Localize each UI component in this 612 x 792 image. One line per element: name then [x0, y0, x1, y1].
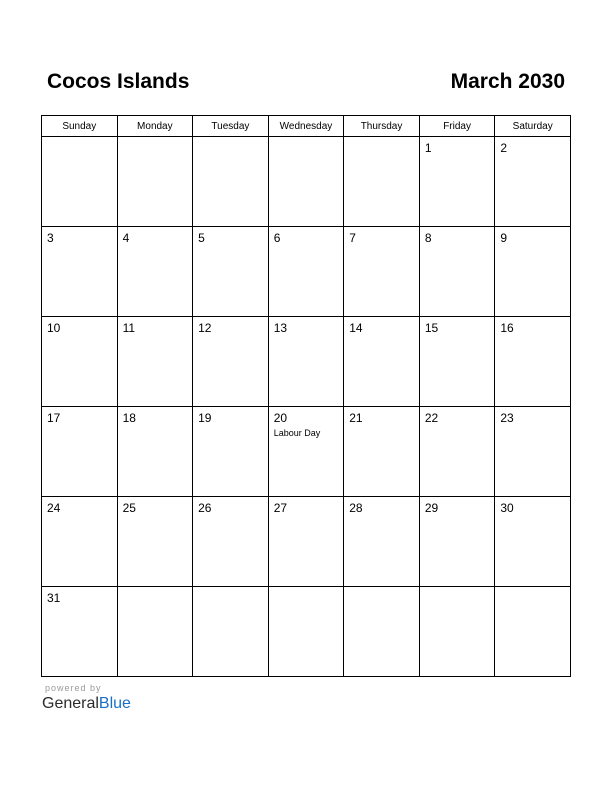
powered-by-text: powered by: [45, 683, 102, 693]
day-cell: [344, 227, 420, 317]
day-cell: [42, 497, 118, 587]
day-number: 8: [424, 231, 432, 245]
day-cell: [193, 317, 269, 407]
day-number: 10: [47, 321, 61, 335]
day-number: 15: [424, 321, 439, 335]
day-cell: [419, 137, 495, 227]
day-number: 26: [198, 501, 212, 515]
day-cell: [42, 227, 118, 317]
day-number: [193, 587, 268, 591]
day-cell: [117, 587, 193, 677]
day-number: 7: [349, 231, 356, 245]
weekday-header: Friday: [419, 116, 495, 137]
day-cell: [117, 497, 193, 587]
day-number: 20: [273, 411, 288, 425]
day-cell: [495, 227, 571, 317]
week-row: [42, 317, 571, 407]
day-cell: [193, 137, 269, 227]
day-cell: [42, 137, 118, 227]
day-number: 21: [349, 411, 363, 425]
day-cell: [344, 587, 420, 677]
day-cell: [419, 587, 495, 677]
day-number: 22: [424, 411, 439, 425]
day-number: 9: [500, 231, 508, 245]
day-cell: [495, 317, 571, 407]
weekday-header: Saturday: [495, 116, 571, 137]
week-row: [42, 497, 571, 587]
day-number: [344, 587, 419, 591]
day-number: 5: [198, 231, 205, 245]
weekday-header: Sunday: [42, 116, 118, 137]
day-number: [269, 137, 344, 141]
weekday-header: Thursday: [344, 116, 420, 137]
day-cell: [117, 407, 193, 497]
day-number: 3: [47, 231, 54, 245]
day-number: 25: [122, 501, 136, 515]
day-number: 28: [349, 501, 363, 515]
day-cell: [268, 227, 344, 317]
day-cell: [117, 227, 193, 317]
day-number: 31: [47, 591, 61, 605]
day-number: [42, 137, 117, 141]
weekday-header: Monday: [117, 116, 193, 137]
day-cell: [117, 137, 193, 227]
brand-general-text: General: [42, 695, 99, 712]
day-number: [118, 137, 193, 141]
day-number: 18: [122, 411, 136, 425]
holiday-label: Labour Day: [273, 428, 321, 438]
day-number: 30: [500, 501, 514, 515]
week-row: [42, 137, 571, 227]
day-cell: [344, 407, 420, 497]
day-cell: [268, 317, 344, 407]
day-number: [118, 587, 193, 591]
day-cell: [419, 407, 495, 497]
day-cell: [193, 497, 269, 587]
footer-branding: [42, 683, 131, 713]
day-cell: [268, 137, 344, 227]
day-cell: [344, 317, 420, 407]
day-cell: [344, 137, 420, 227]
day-number: 19: [198, 411, 212, 425]
day-cell: [42, 317, 118, 407]
country-title: Cocos Islands: [47, 70, 190, 93]
day-number: 2: [500, 141, 508, 155]
day-number: 11: [122, 321, 136, 335]
day-cell: [193, 407, 269, 497]
day-cell: [495, 497, 571, 587]
day-number: 14: [349, 321, 363, 335]
day-cell: [495, 137, 571, 227]
day-cell: [117, 317, 193, 407]
week-row: [42, 407, 571, 497]
day-cell: [495, 587, 571, 677]
week-row: [42, 227, 571, 317]
day-number: 4: [122, 231, 130, 245]
day-cell: [495, 407, 571, 497]
brand-blue-text: Blue: [98, 695, 131, 712]
day-number: [193, 137, 268, 141]
brand-logo[interactable]: [42, 695, 131, 713]
day-number: 23: [500, 411, 514, 425]
day-cell: [42, 407, 118, 497]
day-cell: [419, 227, 495, 317]
day-number: 17: [47, 411, 61, 425]
day-cell: [268, 497, 344, 587]
day-number: 13: [273, 321, 288, 335]
day-number: 16: [500, 321, 514, 335]
day-cell: [419, 317, 495, 407]
day-cell: [42, 587, 118, 677]
day-number: 24: [47, 501, 61, 515]
weekday-header: Tuesday: [193, 116, 269, 137]
calendar-grid: [41, 115, 571, 677]
week-row: [42, 587, 571, 677]
day-cell: [344, 497, 420, 587]
day-number: 27: [273, 501, 288, 515]
day-cell: [268, 587, 344, 677]
day-number: [344, 137, 419, 141]
day-cell: [268, 407, 344, 497]
weekday-header-row: [42, 116, 571, 137]
day-cell: [193, 587, 269, 677]
day-number: [269, 587, 344, 591]
day-number: 1: [424, 141, 432, 155]
day-number: 29: [424, 501, 439, 515]
month-year-title: March 2030: [450, 70, 565, 93]
day-cell: [419, 497, 495, 587]
day-number: [495, 587, 570, 591]
weekday-header: Wednesday: [268, 116, 344, 137]
day-number: [420, 587, 495, 591]
day-cell: [193, 227, 269, 317]
day-number: 12: [198, 321, 212, 335]
day-number: 6: [273, 231, 281, 245]
